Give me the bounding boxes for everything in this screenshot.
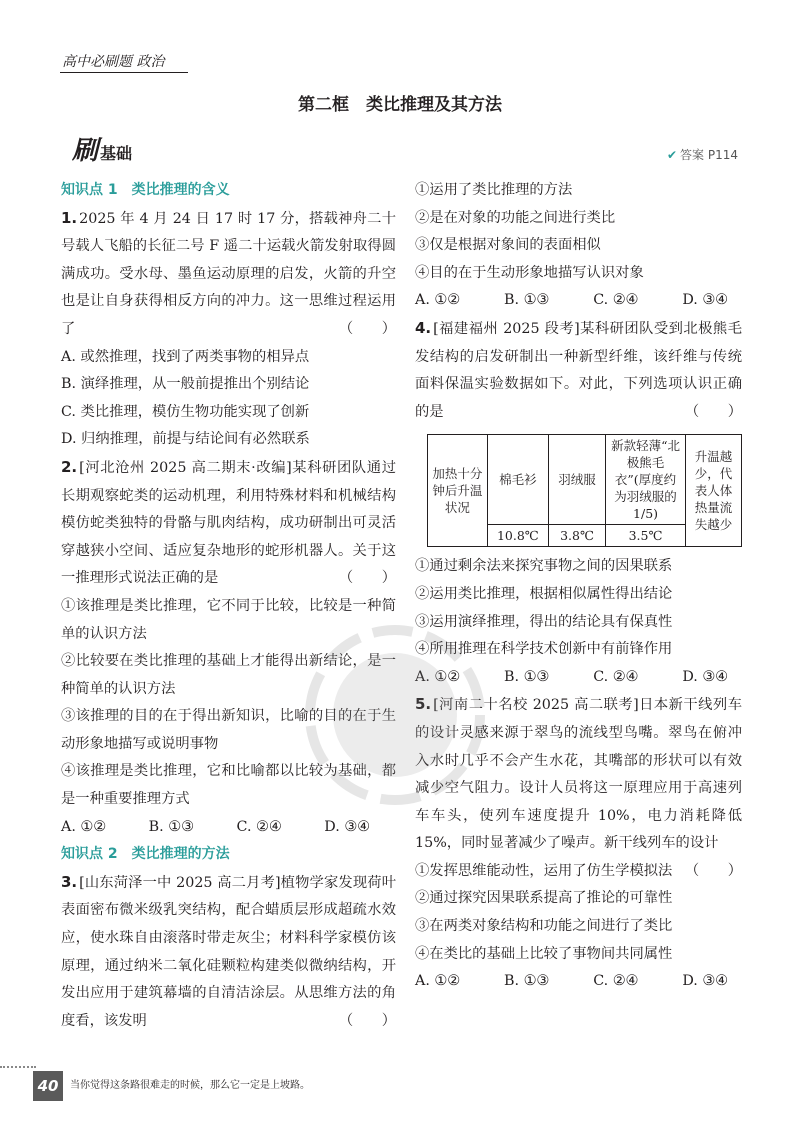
statement-3: ③该推理的目的在于得出新知识，比喻的目的在于生动形象地描写或说明事物 <box>61 708 396 752</box>
table-cell: 3.5℃ <box>605 525 685 547</box>
option-b[interactable]: B. ①③ <box>148 818 194 835</box>
statement-4: ④该推理是类比推理，它和比喻都以比较为基础，都是一种重要推理方式 <box>61 763 396 808</box>
statement-2: ②通过探究因果联系提高了推论的可靠性 <box>415 890 673 907</box>
statement-1: ①该推理是类比推理，它不同于比较，比较是一种简单的认识方法 <box>61 597 396 642</box>
option-d[interactable]: D. ③④ <box>682 292 728 309</box>
answer-blank[interactable]: （ ） <box>338 1012 396 1029</box>
option-c[interactable]: C. ②④ <box>593 668 639 685</box>
statement-3: ③仅是根据对象间的表面相似 <box>415 237 601 254</box>
option-a[interactable]: A. ①② <box>415 668 461 685</box>
question-3 <box>61 869 396 1036</box>
answer-blank[interactable]: （ ） <box>684 403 742 420</box>
question-number: 2. <box>61 457 78 476</box>
option-a[interactable]: A. ①② <box>61 818 107 835</box>
header-rule <box>60 72 188 73</box>
statement-2: ②是在对象的功能之间进行类比 <box>415 209 616 226</box>
question-number: 5. <box>415 695 432 714</box>
option-b[interactable]: B. ①③ <box>504 668 550 685</box>
question-stem: [河北沧州 2025 高二期末·改编]某科研团队通过长期观察蛇类的运动机理，利用特殊材料和机械结构模仿蛇类独特的骨骼与肌肉结构，成功研制出可灵活穿越狭小空间、适应复杂地形的蛇形机器人。关于这一推理形式说法正确的是 <box>61 459 396 587</box>
answer-page: 答案 P114 <box>680 148 738 162</box>
table-cell: 10.8℃ <box>487 525 548 547</box>
statement-3: ③运用演绎推理，得出的结论具有保真性 <box>415 613 673 630</box>
option-d[interactable]: D. ③④ <box>682 973 728 990</box>
answer-blank[interactable]: （ ） <box>338 320 396 337</box>
question-stem: 2025 年 4 月 24 日 17 时 17 分，搭载神舟二十号载人飞船的长征二号 F 遥二十运载火箭发射取得圆满成功。受水母、墨鱼运动原理的启发，火箭的升空也是让自身获得相反方向的冲力。这一思维过程运用了 <box>61 210 396 337</box>
question-1 <box>61 205 396 454</box>
option-a[interactable]: A. 或然推理，找到了两类事物的相异点 <box>61 348 310 365</box>
option-b[interactable]: B. ①③ <box>504 292 550 309</box>
brand-big-char: 刷 <box>72 136 99 166</box>
statement-1: ①发挥思维能动性，运用了仿生学模拟法 <box>415 862 673 879</box>
data-table <box>427 434 742 547</box>
option-b[interactable]: B. ①③ <box>504 973 550 990</box>
option-b[interactable]: B. 演绎推理，从一般前提推出个别结论 <box>61 376 310 393</box>
statement-2: ②运用类比推理，根据相似属性得出结论 <box>415 585 673 602</box>
question-5 <box>415 691 742 996</box>
knowledge-point-1: 知识点 1 类比推理的含义 <box>61 182 230 198</box>
table-cell: 3.8℃ <box>549 525 606 547</box>
answer-blank[interactable]: （ ） <box>338 570 396 587</box>
check-icon: ✔ <box>666 148 678 162</box>
option-a[interactable]: A. ①② <box>415 292 461 309</box>
question-stem: [山东菏泽一中 2025 高二月考]植物学家发现荷叶表面密布微米级乳突结构，配合蜡质层形成超疏水效应，使水珠自由滚落时带走灰尘；材料科学家模仿该原理，通过纳米二氧化硅颗粒构建类似微纳结构，开发出应用于建筑幕墙的自清洁涂层。从思维方法的角度看，该发明 <box>61 874 396 1029</box>
statement-4: ④所用推理在科学技术创新中有前锋作用 <box>415 641 673 658</box>
brand-badge <box>72 136 132 166</box>
option-d[interactable]: D. 归纳推理，前提与结论间有必然联系 <box>61 431 310 448</box>
option-d[interactable]: D. ③④ <box>682 668 728 685</box>
section-title: 第二框 类比推理及其方法 <box>298 95 502 115</box>
table-col-header: 棉毛衫 <box>487 435 548 525</box>
option-c[interactable]: C. ②④ <box>236 818 282 835</box>
question-stem: [河南二十名校 2025 高二联考]日本新干线列车的设计灵感来源于翠鸟的流线型鸟嘴。翠鸟在俯冲入水时几乎不会产生水花，其嘴部的形状可以有效减少空气阻力。设计人员将这一原理应用于高速列车车头，使列车速度提升 10%，电力消耗降低 15%，同时显著减少了噪声。新干线列车的设计 <box>415 697 742 852</box>
table-note: 升温越少，代表人体热量流失越少 <box>686 435 742 547</box>
table-row-header: 加热十分钟后升温状况 <box>428 435 488 547</box>
question-number: 1. <box>61 208 78 227</box>
option-d[interactable]: D. ③④ <box>324 818 370 835</box>
answer-blank[interactable]: （ ） <box>684 862 742 879</box>
right-column <box>415 177 742 996</box>
answer-reference <box>667 146 738 163</box>
footer-quote: 当你觉得这条路很难走的时候，那么它一定是上坡路。 <box>70 1080 310 1091</box>
book-series-label: 高中必刷题 政治 <box>62 54 165 70</box>
question-4 <box>415 315 742 691</box>
question-stem: [福建福州 2025 段考]某科研团队受到北极熊毛发结构的启发研制出一种新型纤维，该纤维与传统面料保温实验数据如下。对此，下列选项认识正确的是 <box>415 320 742 420</box>
question-number: 3. <box>61 872 78 891</box>
option-c[interactable]: C. 类比推理，模仿生物功能实现了创新 <box>61 403 310 420</box>
statement-4: ④在类比的基础上比较了事物间共同属性 <box>415 945 673 962</box>
option-c[interactable]: C. ②④ <box>593 292 639 309</box>
statement-1: ①运用了类比推理的方法 <box>415 182 573 198</box>
statement-2: ②比较要在类比推理的基础上才能得出新结论，是一种简单的认识方法 <box>61 653 396 697</box>
statement-3: ③在两类对象结构和功能之间进行了类比 <box>415 918 673 935</box>
question-number: 4. <box>415 318 432 337</box>
question-2 <box>61 454 396 841</box>
knowledge-point-2: 知识点 2 类比推理的方法 <box>61 846 230 863</box>
table-col-header: 新款轻薄“北极熊毛衣”(厚度约为羽绒服的 1/5) <box>605 435 685 525</box>
question-3-continued <box>415 177 742 315</box>
left-column <box>61 177 396 1035</box>
footer-dots <box>0 1066 36 1076</box>
table-col-header: 羽绒服 <box>549 435 606 525</box>
brand-small-text: 基础 <box>100 144 133 163</box>
option-a[interactable]: A. ①② <box>415 973 461 990</box>
statement-4: ④目的在于生动形象地描写认识对象 <box>415 264 644 281</box>
statement-1: ①通过剩余法来探究事物之间的因果联系 <box>415 558 673 575</box>
page-number: 40 <box>33 1071 63 1101</box>
option-c[interactable]: C. ②④ <box>593 973 639 990</box>
